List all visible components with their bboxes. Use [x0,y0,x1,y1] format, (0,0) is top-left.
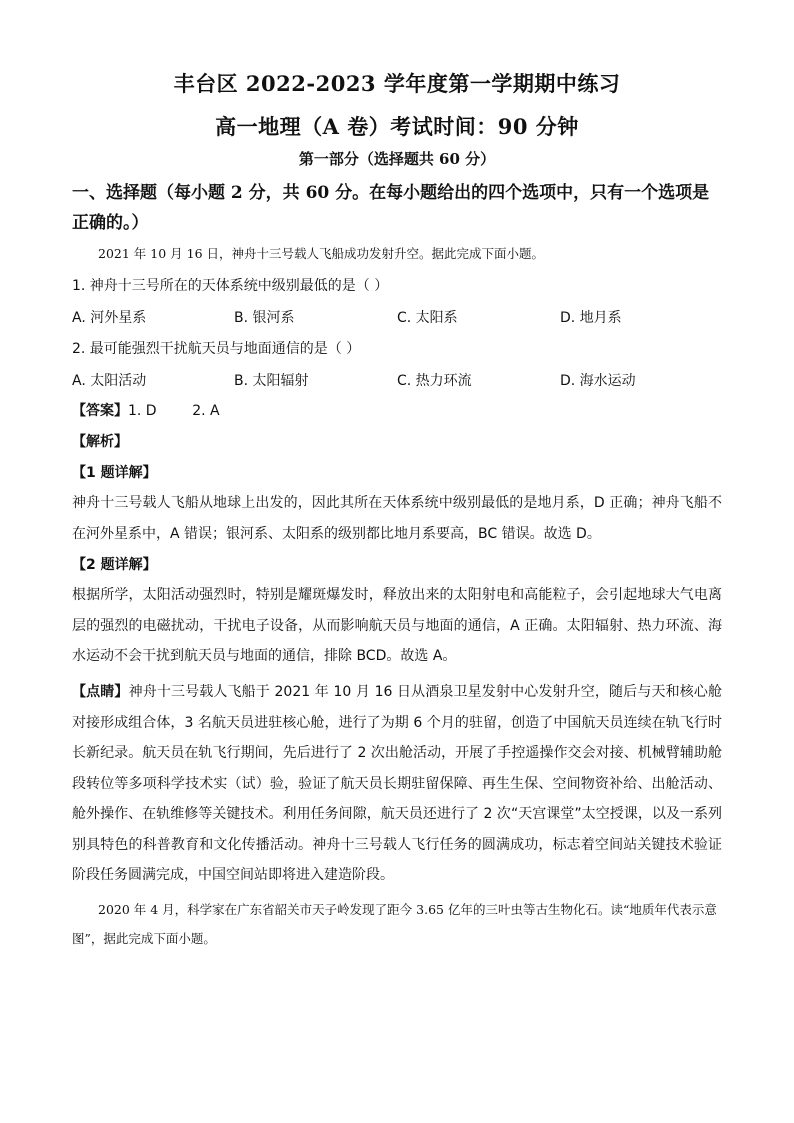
q2-option-a: A. 太阳活动 [72,373,147,389]
part-title: 第一部分（选择题共 60 分） [298,150,496,168]
q1-option-a: A. 河外星系 [72,310,147,326]
section-heading: 一、选择题（每小题 2 分，共 60 分。在每小题给出的四个选项中，只有一个选项是正确的。） [72,183,710,233]
analysis-label: 【解析】 [72,434,128,450]
tip-text: 神舟十三号载人飞船于 2021 年 10 月 16 日从酒泉卫星发射中心发射升空，随后与天和核心舱对接形成组合体，3 名航天员进驻核心舱，进行了为期 6 个月的驻留，创造了中国航天员连续在轨飞行时长新纪录。航天员在轨飞行期间，先后进行了 2 次出舱活动，开展了手控遥操作交会对接、机械臂辅助舱段转位等多项科学技术实（试）验，验证了航天员长期驻留保障、再生生保、空间物资补给、出舱活动、舱外操作、在轨维修等关键技术。利用任务间隙，航天员还进行了 2 次“天宫课堂”太空授课，以及一系列别具特色的科普教育和文化传播活动。神舟十三号载人飞行任务的圆满成功，标志着空间站关键技术验证阶段任务圆满完成，中国空间站即将进入建造阶段。 [72,684,723,883]
q1-option-d: D. 地月系 [560,310,622,326]
q2-option-d: D. 海水运动 [560,373,636,389]
group2-intro: 2020 年 4 月，科学家在广东省韶关市天子岭发现了距今 3.65 亿年的三叶虫等古生物化石。读“地质年代表示意图”，据此完成下面小题。 [72,902,717,946]
tip-paragraph [72,677,722,891]
question-2-stem: 2. 最可能强烈干扰航天员与地面通信的是（ ） [72,341,361,357]
answer-label: 【答案】 [72,403,128,419]
q2-option-c: C. 热力环流 [397,373,472,389]
detail-2-text: 根据所学，太阳活动强烈时，特别是耀斑爆发时，释放出来的太阳射电和高能粒子，会引起地球大气电离层的强烈的电磁扰动，干扰电子设备，从而影响航天员与地面的通信，A 正确。太阳辐射、热力环流、海水运动不会干扰到航天员与地面的通信，排除 BCD。故选 A。 [72,587,722,664]
question-1-stem: 1. 神舟十三号所在的天体系统中级别最低的是（ ） [72,278,389,294]
group1-intro: 2021 年 10 月 16 日，神舟十三号载人飞船成功发射升空。据此完成下面小题。 [98,246,544,261]
detail-1-text: 神舟十三号载人飞船从地球上出发的，因此其所在天体系统中级别最低的是地月系，D 正确；神舟飞船不在河外星系中，A 错误；银河系、太阳系的级别都比地月系要高，BC 错误。故选 D。 [72,495,722,542]
exam-title: 丰台区 2022-2023 学年度第一学期期中练习 [173,71,621,96]
q2-option-b: B. 太阳辐射 [234,373,309,389]
detail-1-label: 【1 题详解】 [72,465,157,481]
answer-text: 1. D 2. A [128,403,220,419]
q1-option-b: B. 银河系 [234,310,295,326]
tip-label: 【点睛】 [72,684,129,700]
q1-option-c: C. 太阳系 [397,310,458,326]
answer-line [72,400,220,420]
detail-2-label: 【2 题详解】 [72,557,157,573]
exam-subtitle: 高一地理（A 卷）考试时间：90 分钟 [215,114,579,139]
